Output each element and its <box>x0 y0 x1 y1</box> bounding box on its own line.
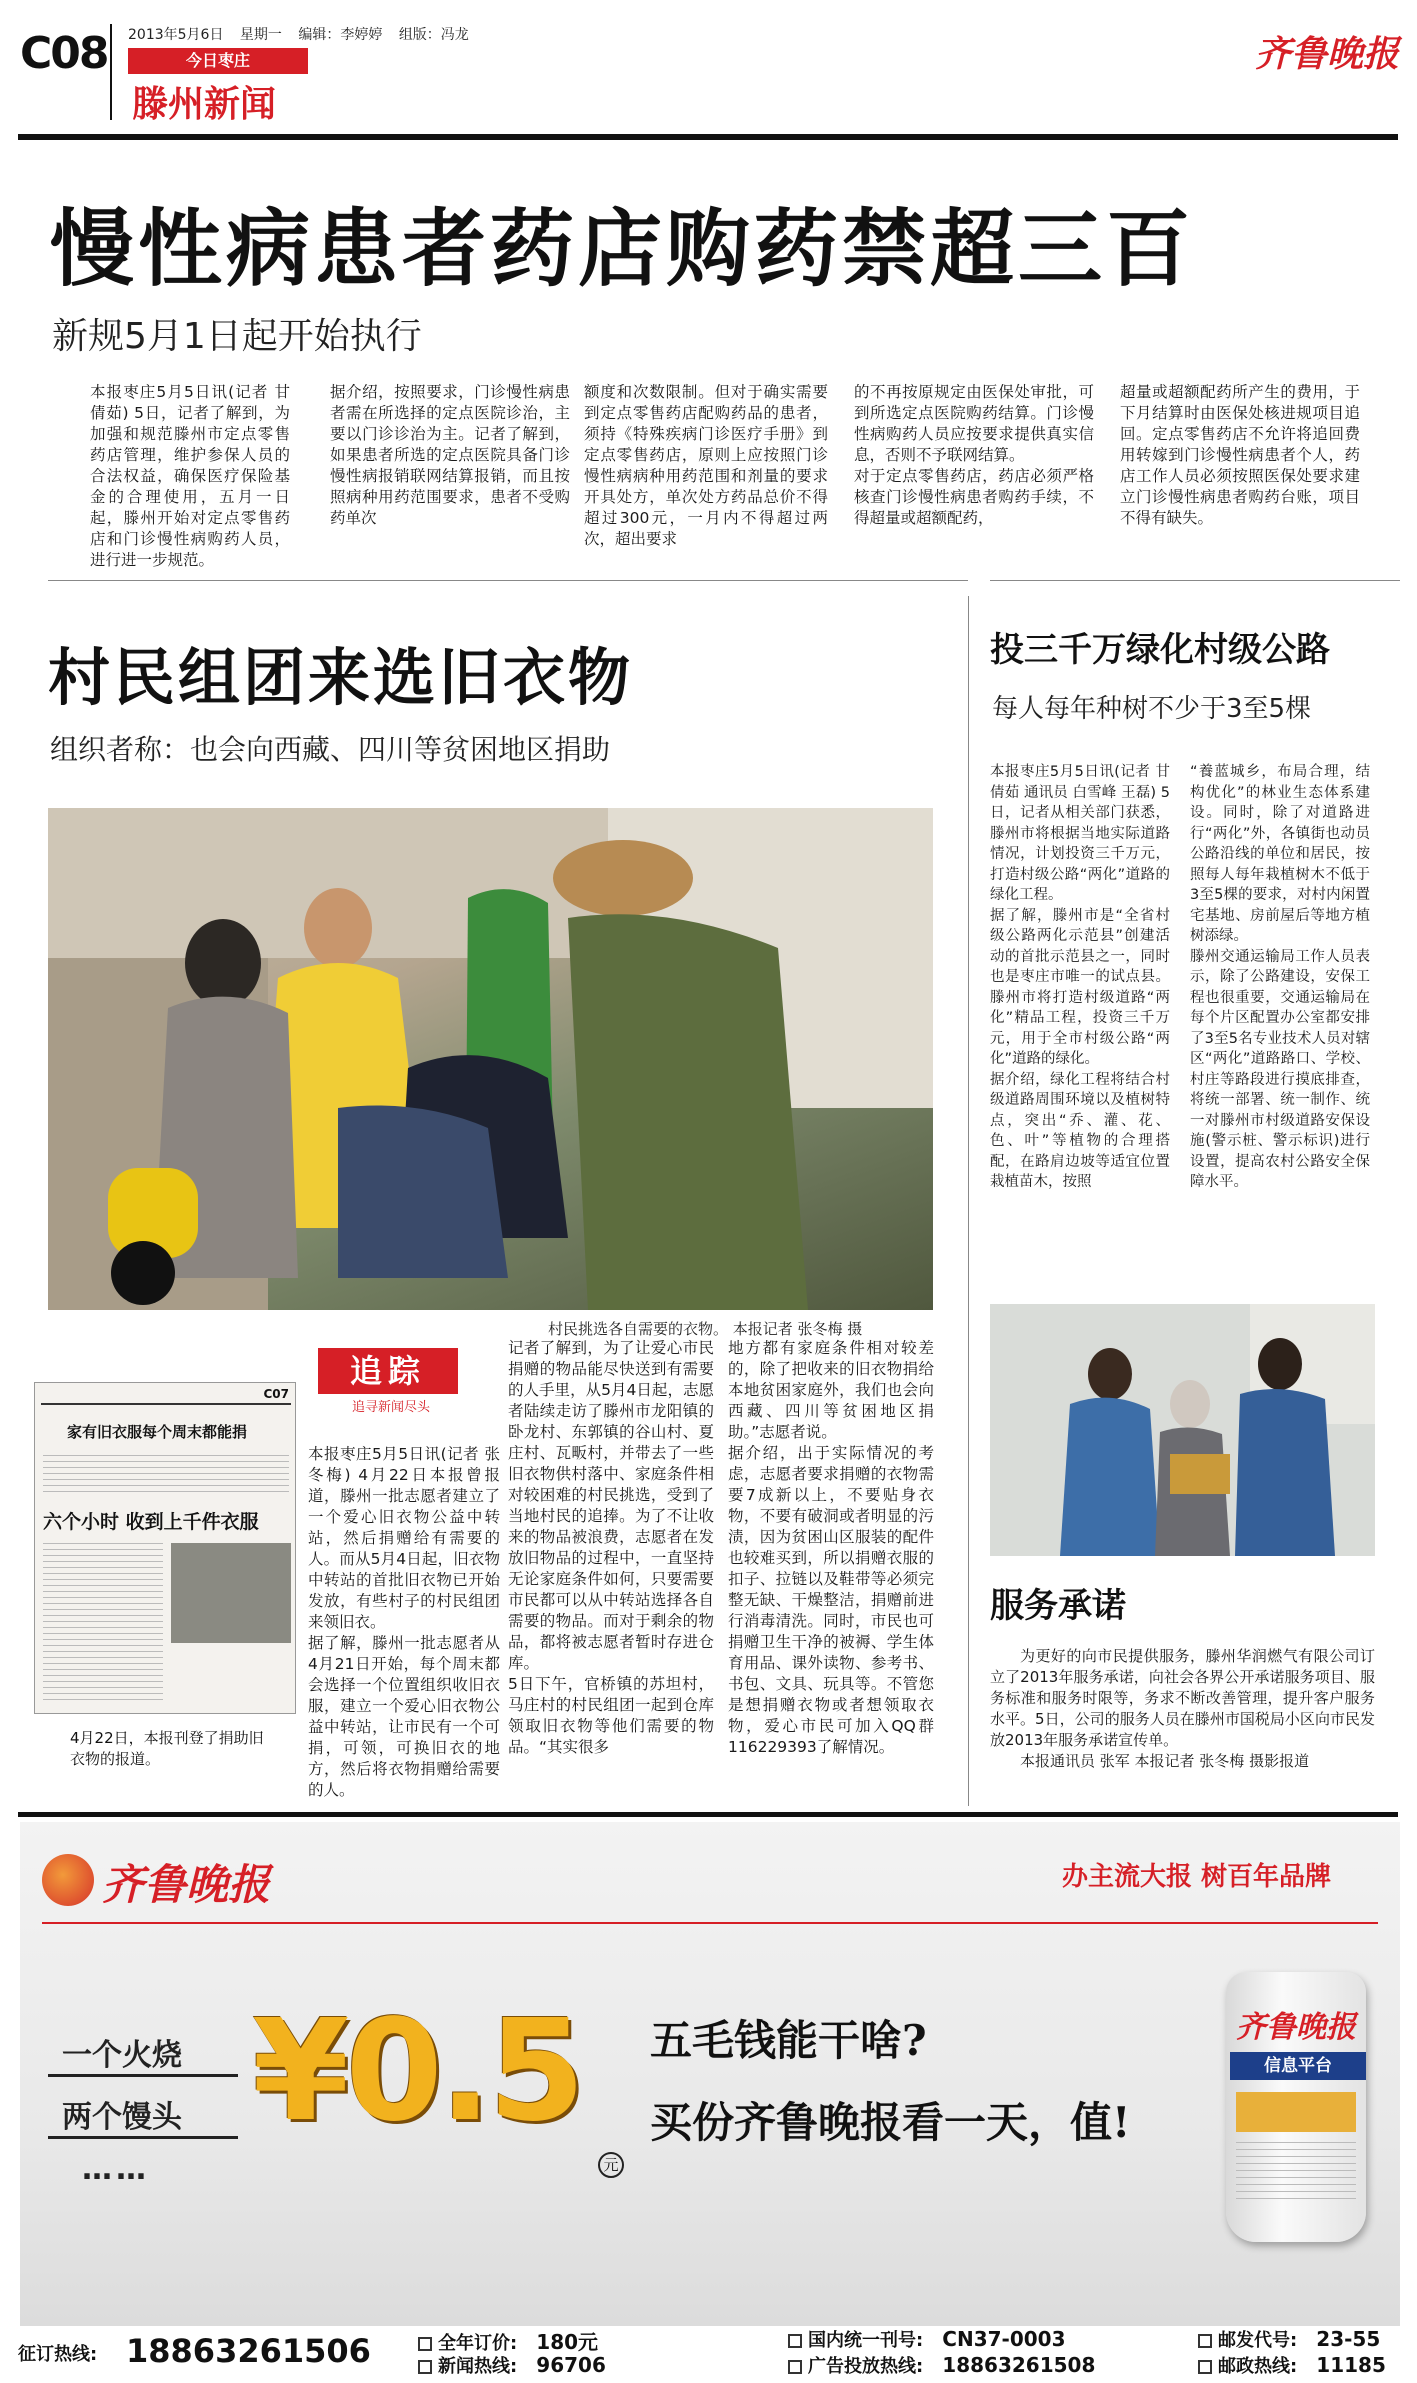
footer <box>18 2326 1400 2378</box>
header-date: 2013年5月6日 <box>128 27 224 43</box>
footer-field-postal-code <box>1198 2326 1380 2352</box>
lead-column-2: 据介绍，按照要求，门诊慢性病患者需在所选择的定点医院诊治，主要以门诊诊治为主。记者了解到，如果患者所选的定点医院具备门诊慢性病报销联网结算报销，而且按照病种用药范围要求，患者不受购药单次 <box>330 383 570 527</box>
lead-column-1: 本报枣庄5月5日讯(记者 甘倩茹) 5日，记者了解到，为加强和规范滕州市定点零售药店管理，维护参保人员的合法权益，确保医疗保险基金的合理使用，五月一日起，滕州开始对定点零售药店和门诊慢性病购药人员，进行进一步规范。 <box>90 383 290 569</box>
header-meta <box>128 24 469 44</box>
footer-label: 新闻热线: <box>438 2356 518 2377</box>
footer-label: 邮发代号: <box>1218 2330 1298 2351</box>
ad-slogan: 办主流大报 树百年品牌 <box>1062 1862 1332 1892</box>
clipping-caption: 4月22日，本报刊登了捐助旧衣物的报道。 <box>70 1729 264 1768</box>
lead-bottom-rule <box>48 580 968 581</box>
clipping-text-lines <box>43 1455 289 1497</box>
service-body <box>990 1646 1375 1772</box>
footer-value: 96706 <box>536 2353 606 2377</box>
service-photo <box>990 1304 1375 1556</box>
footer-value: 18863261508 <box>942 2353 1096 2377</box>
ad-arrow-1 <box>48 2074 238 2077</box>
ad-dots: …… <box>82 2152 150 2187</box>
footer-hotline: 18863261506 <box>126 2332 371 2370</box>
ad-banner <box>20 1822 1400 2326</box>
clothes-photo-caption: 村民挑选各自需要的衣物。 本报记者 张冬梅 摄 <box>548 1320 863 1338</box>
header-weekday: 星期一 <box>239 27 282 43</box>
section-title: 滕州新闻 <box>132 84 277 125</box>
clipping-title-2: 六个小时 收到上千件衣服 <box>43 1511 259 1533</box>
clothes-subhead: 组织者称：也会向西藏、四川等贫困地区捐助 <box>50 733 611 766</box>
ad-brand: 齐鲁晚报 <box>102 1860 271 1909</box>
checkbox-icon <box>418 2337 432 2351</box>
section-tag: 今日枣庄 <box>128 48 308 74</box>
service-headline: 服务承诺 <box>990 1586 1126 1626</box>
ad-rolled-paper <box>1216 1952 1376 2252</box>
ad-red-rule <box>42 1922 1378 1924</box>
lead-headline: 慢性病患者药店购药禁超三百 <box>50 200 1195 298</box>
clothes-column-1: 本报枣庄5月5日讯(记者 张冬梅) 4月22日本报曾报道，滕州一批志愿者建立了一个爱心旧衣物公益中转站，然后捐赠给有需要的人。而从5月4日起，旧衣物中转站的首批旧衣物已开始发放，有些村子的村民组团来领旧衣。 据了解，滕州一批志愿者从4月21日开始，每个周末都会选择一个位置组织收旧衣服，建立一个爱心旧衣物公益中转站，让市民有一个可捐，可领，可换旧衣的地方，然后将衣物捐赠给需要的人。 <box>308 1445 500 1799</box>
followup-badge-title: 追踪 <box>318 1348 458 1394</box>
page-header <box>0 0 1417 136</box>
ad-paper-text <box>1236 2142 1356 2202</box>
footer-label: 邮政热线: <box>1218 2356 1298 2377</box>
footer-value: CN37-0003 <box>942 2327 1066 2351</box>
page-number: C08 <box>20 28 108 79</box>
service-body-text: 为更好的向市民提供服务，滕州华润燃气有限公司订立了2013年服务承诺，向社会各界公开承诺服务项目、服务标准和服务时限等，务求不断改善管理，提升客户服务水平。5日，公司的服务人员在滕州市国税局小区向市民发放2013年服务承诺宣传单。 <box>990 1647 1375 1749</box>
footer-value: 180元 <box>536 2330 599 2354</box>
footer-label: 广告投放热线: <box>808 2356 924 2377</box>
header-rule <box>18 134 1398 140</box>
checkbox-icon <box>788 2334 802 2348</box>
ad-paper-ad-block <box>1236 2092 1356 2132</box>
ad-price: ¥0.5 <box>252 1990 582 2153</box>
lead-column-5: 超量或超额配药所产生的费用，于下月结算时由医保处核进规项目追回。定点零售药店不允许将追回费用转嫁到门诊慢性病患者个人，药店工作人员必须按照医保处要求建立门诊慢性病患者购药台账，项目不得有缺失。 <box>1120 383 1360 527</box>
greening-headline: 投三千万绿化村级公路 <box>990 630 1330 670</box>
lead-column-3: 额度和次数限制。但对于确实需要到定点零售药店配购药品的患者，须持《特殊疾病门诊医疗手册》到定点零售药店，原则上应按照门诊慢性病病种用药范围和剂量的要求开具处方，单次处方药品总价不得超过300元，一月内不得超过两次，超出要求 <box>584 383 828 548</box>
header-layout: 组版：冯龙 <box>398 27 469 43</box>
column-divider <box>968 596 969 1806</box>
ad-line-2: 买份齐鲁晚报看一天，值! <box>650 2098 1131 2147</box>
footer-label: 全年订价: <box>438 2333 518 2354</box>
clipping-text-block <box>43 1543 163 1703</box>
lead-bottom-rule-right <box>990 580 1400 581</box>
checkbox-icon <box>1198 2334 1212 2348</box>
ad-paper-masthead: 齐鲁晚报 <box>1236 2010 1356 2045</box>
footer-value: 11185 <box>1316 2353 1386 2377</box>
header-divider <box>110 24 112 120</box>
footer-hotline-label: 征订热线: <box>18 2344 98 2365</box>
clothes-column-2: 记者了解到，为了让爱心市民捐赠的物品能尽快送到有需要的人手里，从5月4日起，志愿者陆续走访了滕州市龙阳镇的卧龙村、东郭镇的谷山村、夏庄村、瓦畈村，并带去了一些旧衣物供村落中、家庭条件相对较困难的村民挑选，受到了当地村民的追捧。为了不让收来的物品被浪费，志愿者在发放旧物品的过程中，一直坚持无论家庭条件如何，只要需要市民都可以从中转站选择各自需要的物品。而对于剩余的物品，都将被志愿者暂时存进仓库。 5日下午，官桥镇的苏坦村，马庄村的村民组团一起到仓库领取旧衣物等他们需要的物品。“其实很多 <box>508 1339 714 1756</box>
ad-brand-emblem <box>42 1854 94 1906</box>
ad-item-2: 两个馒头 <box>62 2100 182 2135</box>
followup-badge <box>318 1348 458 1418</box>
lead-subhead: 新规5月1日起开始执行 <box>52 316 422 357</box>
lead-column-4: 的不再按原规定由医保处审批，可到所选定点医院购药结算。门诊慢性病购药人员应按要求提供真实信息，否则不予联网结算。 对于定点零售药店，药店必须严格核查门诊慢性病患者购药手续，不得超量或超额配药， <box>854 383 1094 527</box>
footer-field-annual-price <box>418 2326 598 2355</box>
clipping-photo <box>171 1543 291 1643</box>
checkbox-icon <box>418 2360 432 2374</box>
header-editor: 编辑：李婷婷 <box>298 27 383 43</box>
greening-column-2: “養蓝城乡，布局合理，结构优化”的林业生态体系建设。同时，除了对道路进行“两化”外，各镇街也动员公路沿线的单位和居民，按照每人每年栽植树木不低于3至5棵的要求，对村内闲置宅基地、房前屋后等地方植树添绿。 滕州交通运输局工作人员表示，除了公路建设，安保工程也很重要，交通运输局在每个片区配置办公室都安排了3至5名专业技术人员对辖区“两化”道路路口、学校、村庄等路段进行摸底排查，将统一部署、统一制作、统一对滕州市村级道路安保设施(警示桩、警示标识)进行设置，提高农村公路安全保障水平。 <box>1190 764 1370 1190</box>
footer-value: 23-55 <box>1316 2327 1381 2351</box>
footer-field-news-hotline <box>418 2352 606 2378</box>
checkbox-icon <box>788 2360 802 2374</box>
ad-arrow-2 <box>48 2136 238 2139</box>
checkbox-icon <box>1198 2360 1212 2374</box>
clipping-rule <box>41 1403 291 1405</box>
clipping-page: C07 <box>263 1387 289 1401</box>
greening-column-1: 本报枣庄5月5日讯(记者 甘倩茹 通讯员 白雪峰 王磊) 5日，记者从相关部门获悉，滕州市将根据当地实际道路情况，计划投资三千万元，打造村级公路“两化”道路的绿化工程。 据了解，滕州市是“全省村级公路两化示范县”创建活动的首批示范县之一，同时也是枣庄市唯一的试点县。滕州市将打造村级道路“两化”精品工程，投资三千万元，用于全市村级公路“两化”道路的绿化。 据介绍，绿化工程将结合村级道路周围环境以及植树特点，突出“乔、灌、花、色、叶”等植物的合理搭配，在路肩边坡等适宜位置栽植苗木，按照 <box>990 764 1170 1190</box>
ad-item-1: 一个火烧 <box>62 2038 182 2073</box>
service-photo-illustration <box>990 1304 1375 1556</box>
service-credit: 本报通讯员 张军 本报记者 张冬梅 摄影报道 <box>1020 1752 1310 1770</box>
ad-price-unit: 元 <box>598 2152 624 2178</box>
clothes-photo-illustration <box>48 808 933 1310</box>
clothes-photo <box>48 808 933 1310</box>
clothes-headline: 村民组团来选旧衣物 <box>48 641 634 714</box>
footer-field-issn <box>788 2326 1066 2352</box>
clipping-title-1: 家有旧衣服每个周末都能捐 <box>67 1423 248 1441</box>
ad-paper-strip: 信息平台 <box>1230 2052 1366 2080</box>
footer-field-postal-hotline <box>1198 2352 1386 2378</box>
ad-line-1: 五毛钱能干啥? <box>650 2016 927 2065</box>
clipping-image <box>34 1382 296 1714</box>
clothes-column-3: 地方都有家庭条件相对较差的，除了把收来的旧衣物捐给本地贫困家庭外，我们也会向西藏、四川等贫困地区捐助。”志愿者说。 据介绍，出于实际情况的考虑，志愿者要求捐赠的衣物需要7成新以上，不要贴身衣物，不要有破洞或者明显的污渍，因为贫困山区服装的配件也较难买到，所以捐赠衣服的扣子、拉链以及鞋带等必须完整无缺、干燥整洁，捐赠前进行消毒清洗。同时，市民也可捐赠卫生干净的被褥、学生体育用品、课外读物、参考书、书包、文具、玩具等。不管您是想捐赠衣物或者想领取衣物，爱心市民可加入QQ群116229393了解情况。 <box>728 1339 934 1756</box>
footer-field-ad-hotline <box>788 2352 1095 2378</box>
footer-label: 国内统一刊号: <box>808 2330 924 2351</box>
ad-top-rule <box>18 1812 1398 1817</box>
greening-subhead: 每人每年种树不少于3至5棵 <box>992 694 1312 724</box>
brand-logo: 齐鲁晚报 <box>1255 33 1400 75</box>
followup-badge-sub: 追寻新闻尽头 <box>351 1400 430 1415</box>
